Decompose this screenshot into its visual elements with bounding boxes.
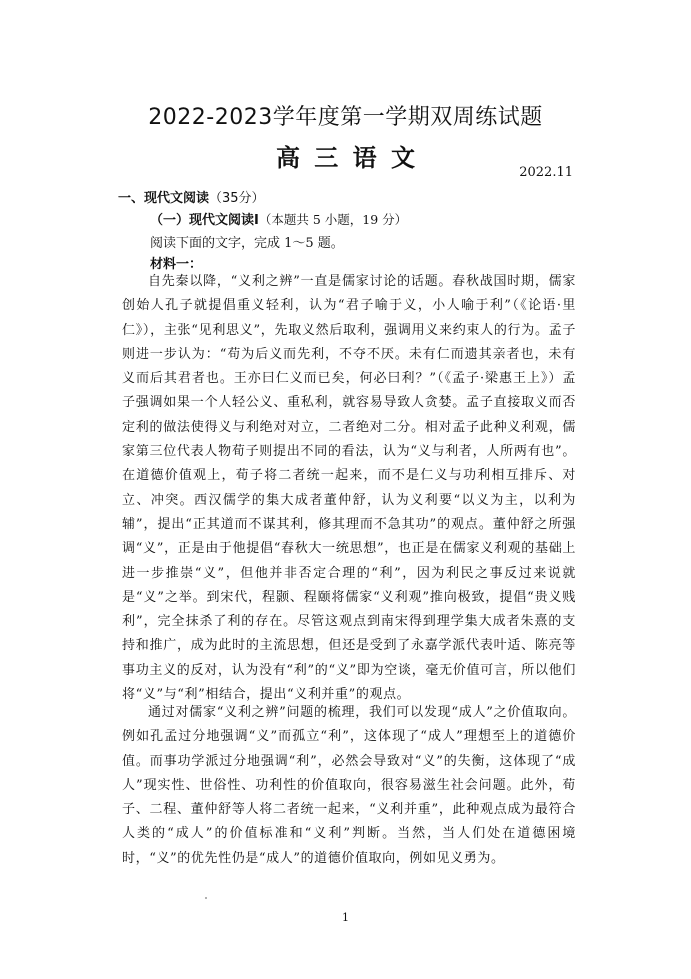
subsection-heading bbox=[150, 209, 407, 228]
exam-date: 2022.11 bbox=[519, 165, 573, 180]
subsection-label: （一）现代文阅读Ⅰ bbox=[150, 213, 259, 228]
reading-instruction: 阅读下面的文字，完成 1～5 题。 bbox=[150, 236, 344, 251]
section-heading bbox=[118, 187, 265, 206]
subsection-note: （本题共 5 小题，19 分） bbox=[258, 212, 408, 227]
section-label: 一、现代文阅读 bbox=[118, 191, 210, 206]
scan-speck bbox=[205, 897, 207, 899]
subject-title: 高 三 语 文 bbox=[275, 144, 416, 172]
material-label: 材料一： bbox=[150, 257, 203, 272]
paragraph: 自先秦以降，“义利之辨”一直是儒家讨论的话题。春秋战国时期，儒家创始人孔子就提倡重义轻利，认为“君子喻于义，小人喻于利”（《论语·里仁》），主张“见利思义”，先取义然后取利，强调用义来约束人的行为。孟子则进一步认为：“苟为后义而先利，不夺不厌。未有仁而遗其亲者也，未有义而后其君者也。王亦曰仁义而已矣，何必曰利？”（《孟子·梁惠王上》）孟子强调如果一个人轻公义、重私利，就容易导致人贪婪。孟子直接取义而否定利的做法使得义与利绝对对立，二者绝对二分。相对孟子此种义利观，儒家第三位代表人物荀子则提出不同的看法，认为“义与利者，人所两有也”。在道德价值观上，荀子将二者统一起来，而不是仁义与功利相互排斥、对立、冲突。西汉儒学的集大成者董仲舒，认为义利要“以义为主，以利为辅”，提出“正其道而不谋其利，修其理而不急其功”的观点。董仲舒之所强调“义”，正是由于他提倡“春秋大一统思想”，也正是在儒家义利观的基础上进一步推崇“义”，但他并非否定合理的“利”，因为利民之事反过来说就是“义”之举。到宋代，程颢、程颐将儒家“义利观”推向极致，提倡“贵义贱利”，完全抹杀了利的存在。尽管这观点到南宋得到理学集大成者朱熹的支持和推广，成为此时的主流思想，但还是受到了永嘉学派代表叶适、陈亮等事功主义的反对，认为没有“利”的“义”即为空谈，毫无价值可言，所以他们将“义”与“利”相结合，提出“义利并重”的观点。 bbox=[122, 274, 576, 703]
section-score: （35分） bbox=[209, 191, 265, 206]
paragraph: 通过对儒家“义利之辨”问题的梳理，我们可以发现“成人”之价值取向。例如孔孟过分地强调“义”而孤立“利”，这体现了“成人”理想至上的道德价值。而事功学派过分地强调“利”，必然会导致对“义”的失衡，这体现了“成人”现实性、世俗性、功利性的价值取向，很容易滋生社会问题。此外，荀子、二程、董仲舒等人将二者统一起来，“义利并重”，此种观点成为最符合人类的“成人”的价值标准和“义利”判断。当然，当人们处在道德困境时，“义”的优先性仍是“成人”的道德价值取向，例如见义勇为。 bbox=[122, 705, 576, 866]
exam-title: 2022-2023学年度第一学期双周练试题 bbox=[148, 105, 543, 130]
page-number: 1 bbox=[342, 911, 349, 924]
